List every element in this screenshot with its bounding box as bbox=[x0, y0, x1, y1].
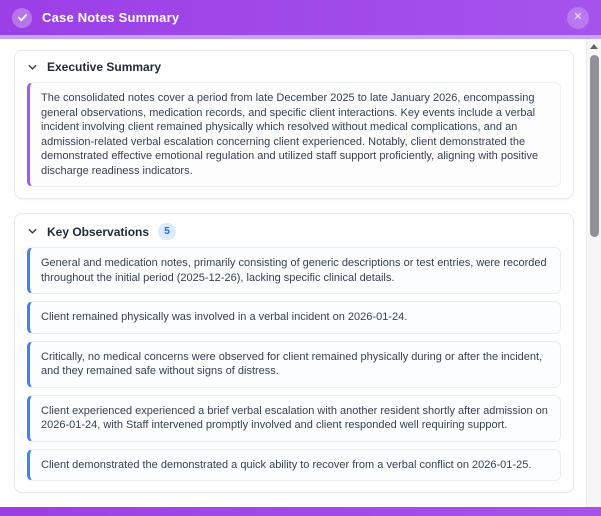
executive-summary-header[interactable] bbox=[15, 51, 573, 81]
scrollbar-thumb[interactable] bbox=[590, 55, 599, 237]
key-observations-section bbox=[14, 213, 574, 493]
count-badge: 5 bbox=[158, 223, 176, 240]
check-circle-icon bbox=[12, 8, 32, 28]
section-title: Executive Summary bbox=[47, 60, 162, 74]
chevron-down-icon bbox=[27, 62, 38, 73]
observation-list bbox=[15, 247, 573, 492]
scrollbar-track[interactable] bbox=[586, 39, 601, 507]
bottom-accent-bar bbox=[0, 507, 601, 516]
scroll-content bbox=[0, 39, 586, 507]
executive-summary-text: The consolidated notes cover a period from late December 2025 to late January 2026, encompassing general observations, medication records, and specific client interactions. Key events include a verbal incident involving client remained physically which resolved without medical complications, and an admission-related verbal escalation concerning client experienced. Notably, client demonstrated the demonstrated effective emotional regulation and utilized staff support proficiently, aligning with positive discharge readiness indicators. bbox=[27, 82, 561, 187]
observation-item: Client experienced experienced a brief verbal escalation with another resident shortly after admission on 2026-01-24, with Staff intervened promptly involved and client responded well requiring support. bbox=[27, 395, 561, 442]
observation-item: Critically, no medical concerns were observed for client remained physically during or after the incident, and they remained safe without signs of distress. bbox=[27, 341, 561, 388]
modal-header bbox=[0, 0, 601, 39]
scroll-up-arrow-icon[interactable] bbox=[590, 44, 598, 49]
close-button[interactable]: ✕ bbox=[567, 7, 589, 29]
section-title: Key Observations bbox=[47, 224, 150, 239]
observation-item: General and medication notes, primarily consisting of generic descriptions or test entries, were recorded throughout the initial period (2025-12-26), lacking specific clinical details. bbox=[27, 247, 561, 294]
chevron-down-icon bbox=[27, 226, 38, 237]
key-observations-header[interactable] bbox=[15, 214, 573, 247]
executive-summary-section bbox=[14, 50, 574, 199]
observation-item: Client remained physically was involved in a verbal incident on 2026-01-24. bbox=[27, 301, 561, 334]
modal-title: Case Notes Summary bbox=[42, 10, 180, 25]
observation-item: Client demonstrated the demonstrated a quick ability to recover from a verbal conflict on 2026-01-25. bbox=[27, 449, 561, 482]
modal-body bbox=[0, 39, 601, 507]
